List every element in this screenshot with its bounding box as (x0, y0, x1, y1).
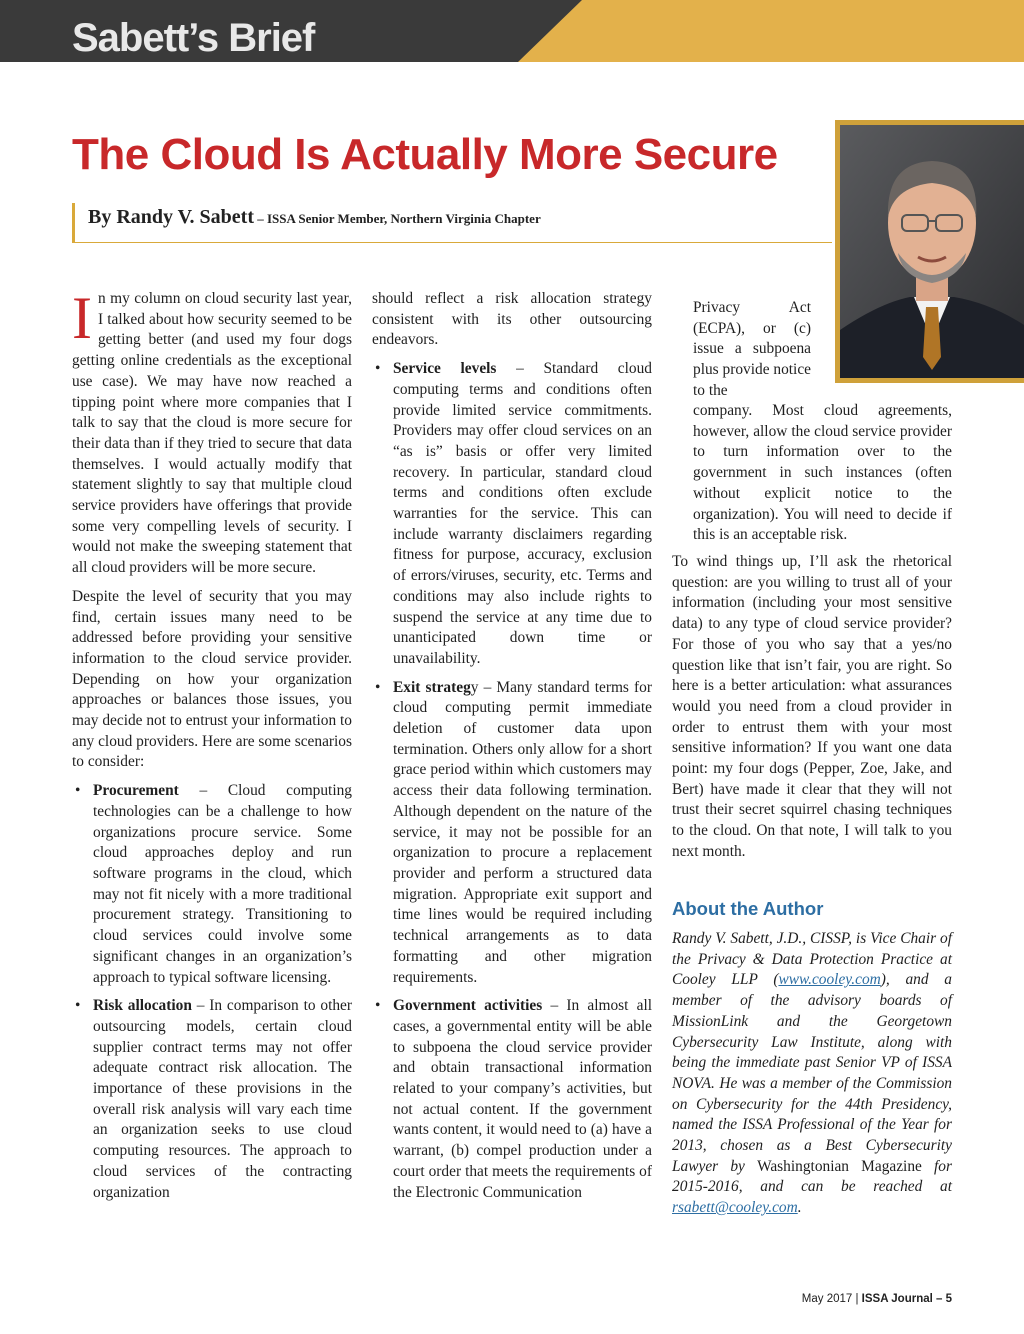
byline-affiliation: – ISSA Senior Member, Northern Virginia Chapter (253, 211, 541, 226)
author-email-link[interactable]: rsabett@cooley.com (672, 1199, 798, 1217)
list-item (72, 781, 352, 988)
list-item-text: – In comparison to other outsourcing models, certain cloud supplier contract terms may not offer adequate contract risk allocation. The importance of these provisions in the overall risk analysis will vary each time an organization seeks to use cloud computing resources. The approach to cloud services of the contracting organization (93, 997, 352, 1201)
paragraph-text: n my column on cloud security last year, I talked about how security seemed to be getting better (and used my four dogs getting online credentials as the exceptional use case). We may have now reached a tipping point where more companies that I talk to say that the cloud is more secure for their data than if they tried to secure that data themselves. I would actually modify that statement slightly to say that multiple cloud service providers have offerings that provide some very compelling levels of security. I would not make the sweeping statement that all cloud providers will be more secure. (72, 290, 352, 577)
bullet-icon: • (375, 678, 381, 696)
paragraph: should reflect a risk allocation strategy consistent with its other outsourcing endeavors. (372, 290, 652, 349)
page-footer (802, 1293, 952, 1305)
list-item (372, 678, 652, 989)
list-item (372, 996, 652, 1203)
list-item-term: Government activities (393, 997, 543, 1015)
author-photo (840, 125, 1024, 378)
about-text: Randy V. Sabett, J.D., CISSP, is Vice Chair of the Privacy & Data Protection Practice at Cooley LLP ( (672, 930, 952, 989)
about-text: for 2015-2016, and can be reached at (672, 1157, 952, 1196)
bullet-list (72, 781, 352, 1203)
byline-rule (72, 242, 832, 243)
bullet-list (372, 359, 652, 1203)
list-item-term: Exit strateg (393, 678, 471, 696)
byline-author: By Randy V. Sabett (88, 206, 254, 228)
bullet-icon: • (375, 997, 381, 1015)
column-3-continued: company. Most cloud agreements, however, allow the cloud service provider to turn information over to the government in such instances (often without explicit notice to the organization). You will need to decide if this is an acceptable risk. (693, 402, 952, 544)
column-1 (72, 285, 352, 1211)
list-item-text: – Cloud computing technologies can be a challenge to how organizations procure service. Some cloud approaches deploy and run software programs in the cloud, which may not fit nicely with a more traditional procurement strategy. Transitioning to cloud services could involve some significant changes in an organization’s approach to typical software licensing. (93, 782, 352, 986)
list-item-text: y – Many standard terms for cloud computing permit immediate deletion of customer data upon termination. Others only allow for a short grace period within which customers may access their data following termination. Although dependent on the nature of the service, it may not be possible for an organization to procure a replacement provider and perform a structured data migration. Appropriate exit support and time lines would be required including technical arrangements as to data formatting and other migration requirements. (393, 678, 652, 986)
column-3-wrap-text: Privacy Act (ECPA), or (c) issue a subpoena plus provide notice to the (693, 299, 811, 399)
list-item (72, 996, 352, 1203)
column-2 (372, 289, 652, 1211)
footer-journal: ISSA Journal – 5 (861, 1293, 952, 1305)
about-text: ), and a member of the advisory boards of MissionLink and the Georgetown Cybersecurity Law Institute, along with being the immediate past Senior VP of ISSA NOVA. He was a member of the Commission on Cybersecurity for the 44th Presidency, named the ISSA Professional of the Year for 2013, chosen as a Best Cybersecurity Lawyer by (672, 971, 952, 1175)
drop-cap: I (72, 285, 92, 351)
list-item-text: – Standard cloud computing terms and conditions often provide limited service commitments. Providers may offer cloud services on an “as is” basis or offer very limited recovery. In particular, standard cloud terms and conditions often exclude warranties for the service. This can include warranty disclaimers regarding fitness for purpose, accuracy, exclusion of errors/viruses, security, etc. Terms and conditions may also include rights to suspend the service at any time due to unanticipated down time or unavailability. (393, 360, 652, 667)
about-text: . (797, 1199, 802, 1217)
paragraph (72, 285, 352, 579)
cooley-website-link[interactable]: www.cooley.com (778, 971, 881, 989)
list-item-term: Procurement (93, 782, 179, 800)
list-item-text: – In almost all cases, a governmental entity will be able to subpoena the cloud service provider and obtain transactional information related to your company’s activities, but not actual content. If the government wants content, it would need to (a) have a warrant, (b) compel production under a court order that meets the requirements of the Electronic Communication (393, 997, 652, 1201)
about-author-body (672, 929, 952, 1219)
column-title: Sabett’s Brief (72, 16, 315, 60)
footer-date: May 2017 | (801, 1293, 862, 1305)
paragraph: Despite the level of security that you may find, certain issues many need to be addressed before providing your sensitive information to the cloud service provider. Depending on how your organization approaches or balances those issues, you may decide not to entrust your information to any cloud providers. Here are some scenarios to consider: (72, 587, 352, 771)
magazine-name: Washingtonian Magazine (757, 1157, 922, 1175)
column-3-closing: To wind things up, I’ll ask the rhetorical question: are you willing to trust all of your information (including your most sensitive data) to any type of cloud service provider? For those of you who say that a yes/no question like that isn’t fair, you are right. So here is a better articulation: what assurances would you need from a cloud provider in order to entrust them with your most sensitive information? If you want one data point: my four dogs (Pepper, Zoe, Jake, and Bert) have made it clear that they will not trust their secret squirrel chasing techniques to the cloud. On that note, I will talk to you next month. (672, 553, 952, 860)
byline-accent-bar (72, 203, 75, 243)
bullet-icon: • (75, 782, 81, 800)
article-headline: The Cloud Is Actually More Secure (72, 130, 778, 179)
byline (88, 206, 541, 229)
list-item (372, 359, 652, 670)
bullet-icon: • (375, 360, 381, 378)
about-author-heading: About the Author (672, 898, 824, 919)
list-item-term: Risk allocation (93, 997, 192, 1015)
list-item-term: Service levels (393, 360, 497, 378)
bullet-icon: • (75, 997, 81, 1015)
